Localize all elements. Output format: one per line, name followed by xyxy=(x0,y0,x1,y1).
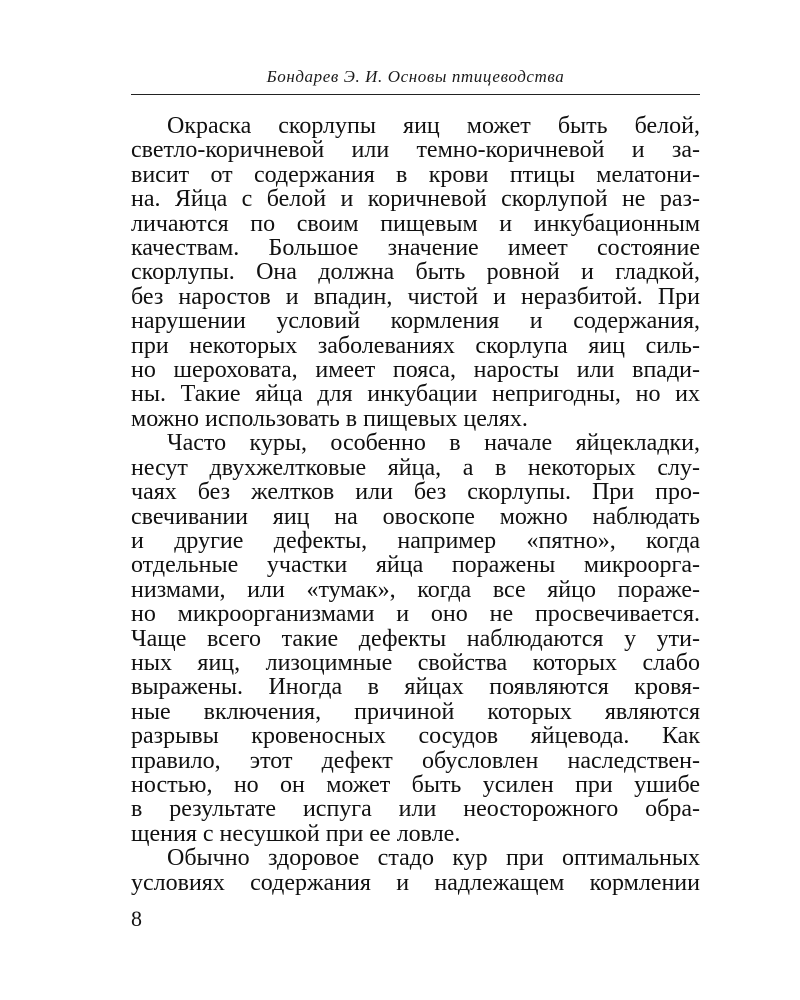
paragraph-1-line: скорлупы. Она должна быть ровной и гладкой, xyxy=(131,259,700,286)
paragraph-2-line: низмами, или «тумак», когда все яйцо пораже- xyxy=(131,576,700,603)
paragraph-1-line: при некоторых заболеваниях скорлупа яиц силь- xyxy=(131,332,700,359)
paragraph-2-line: правило, этот дефект обусловлен наследствен- xyxy=(131,747,700,774)
body-text xyxy=(131,114,700,895)
paragraph-1-line: можно использовать в пищевых целях. xyxy=(131,405,528,432)
paragraph-1-line: на. Яйца с белой и коричневой скорлупой не раз- xyxy=(131,186,700,213)
paragraph-2-line: Чаще всего такие дефекты наблюдаются у ути- xyxy=(131,625,700,652)
running-head-title: Бондарев Э. И. Основы птицеводства xyxy=(266,67,565,86)
paragraph-1-line: но шероховата, имеет пояса, наросты или впади- xyxy=(131,357,700,384)
paragraph-2-line: в результате испуга или неосторожного обра- xyxy=(131,796,700,823)
paragraph-1-line: нарушении условий кормления и содержания, xyxy=(131,308,700,335)
paragraph-2-line: несут двухжелтковые яйца, а в некоторых слу- xyxy=(131,454,700,481)
paragraph-1-line: без наростов и впадин, чистой и неразбитой. При xyxy=(131,283,700,310)
paragraph-1-line: Окраска скорлупы яиц может быть белой, xyxy=(167,113,700,139)
paragraph-1-line: светло-коричневой или темно-коричневой и за- xyxy=(131,137,700,164)
page-number: 8 xyxy=(131,906,142,931)
paragraph-1-line: качествам. Большое значение имеет состояние xyxy=(131,235,700,262)
paragraph-2-line: свечивании яиц на овоскопе можно наблюдать xyxy=(131,503,700,530)
paragraph-2-line: ные включения, причиной которых являются xyxy=(131,698,700,725)
paragraph-2-line: ных яиц, лизоцимные свойства которых слабо xyxy=(131,649,700,676)
paragraph-2-line: Часто куры, особенно в начале яйцекладки, xyxy=(167,430,700,457)
paragraph-1-line: ны. Такие яйца для инкубации непригодны, но их xyxy=(131,381,700,408)
paragraph-2-line: и другие дефекты, например «пятно», когда xyxy=(131,527,700,554)
paragraph-2-line: отдельные участки яйца поражены микроорга- xyxy=(131,552,700,579)
header-rule xyxy=(131,94,700,95)
paragraph-1-line: личаются по своим пищевым и инкубационным xyxy=(131,210,700,237)
paragraph-3-line: условиях содержания и надлежащем кормлении xyxy=(131,869,700,896)
paragraph-2-line: выражены. Иногда в яйцах появляются кровя- xyxy=(131,674,700,701)
paragraph-2-line: чаях без желтков или без скорлупы. При про- xyxy=(131,479,700,506)
paragraph-2-line: разрывы кровеносных сосудов яйцевода. Как xyxy=(131,723,700,750)
paragraph-1-line: висит от содержания в крови птицы мелатони- xyxy=(131,161,700,188)
paragraph-2-line: щения с несушкой при ее ловле. xyxy=(131,820,461,847)
paragraph-2-line: ностью, но он может быть усилен при ушибе xyxy=(131,771,700,798)
paragraph-3-line: Обычно здоровое стадо кур при оптимальных xyxy=(167,845,700,872)
paragraph-2-line: но микроорганизмами и оно не просвечивается. xyxy=(131,601,700,628)
